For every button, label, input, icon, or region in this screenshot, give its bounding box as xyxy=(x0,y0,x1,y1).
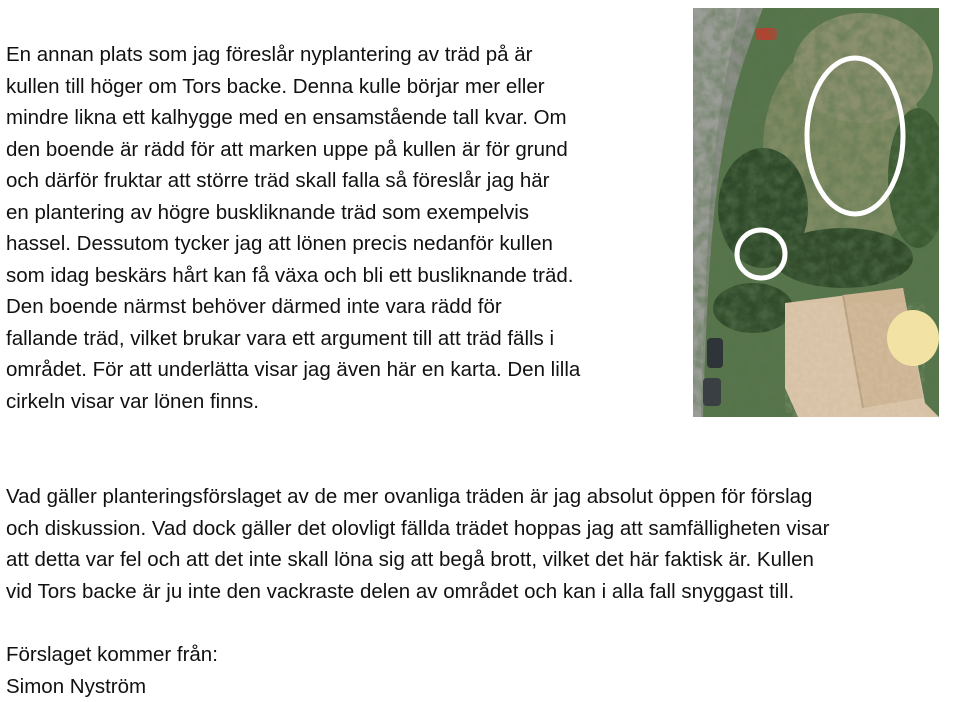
text-line: en plantering av högre buskliknande träd som exempelvis xyxy=(6,197,686,229)
text-line: fallande träd, vilket brukar vara ett argument till att träd fälls i xyxy=(6,323,686,355)
paragraph-discussion xyxy=(6,481,956,607)
aerial-map-image xyxy=(693,8,939,417)
text-line: området. För att underlätta visar jag även här en karta. Den lilla xyxy=(6,354,686,386)
text-line: som idag beskärs hårt kan få växa och bli ett busliknande träd. xyxy=(6,260,686,292)
text-line: hassel. Dessutom tycker jag att lönen precis nedanför kullen xyxy=(6,228,686,260)
text-line: mindre likna ett kalhygge med en ensamstående tall kvar. Om xyxy=(6,102,686,134)
text-line: Den boende närmst behöver därmed inte vara rädd för xyxy=(6,291,686,323)
text-line: att detta var fel och att det inte skall löna sig att begå brott, vilket det här faktisk är. Kullen xyxy=(6,544,956,576)
signature-label: Förslaget kommer från: xyxy=(6,639,506,671)
text-line: kullen till höger om Tors backe. Denna kulle börjar mer eller xyxy=(6,71,686,103)
text-line: den boende är rädd för att marken uppe på kullen är för grund xyxy=(6,134,686,166)
text-line: En annan plats som jag föreslår nyplantering av träd på är xyxy=(6,39,686,71)
text-line: vid Tors backe är ju inte den vackraste delen av området och kan i alla fall snyggast till. xyxy=(6,576,956,608)
signature-block xyxy=(6,639,506,702)
signature-name: Simon Nyström xyxy=(6,671,506,702)
text-line: cirkeln visar var lönen finns. xyxy=(6,386,686,418)
text-line: och därför fruktar att större träd skall falla så föreslår jag här xyxy=(6,165,686,197)
paragraph-proposal-hill xyxy=(6,39,686,417)
text-line: Vad gäller planteringsförslaget av de mer ovanliga träden är jag absolut öppen för förslag xyxy=(6,481,956,513)
text-line: och diskussion. Vad dock gäller det olovligt fällda trädet hoppas jag att samfälligheten visar xyxy=(6,513,956,545)
